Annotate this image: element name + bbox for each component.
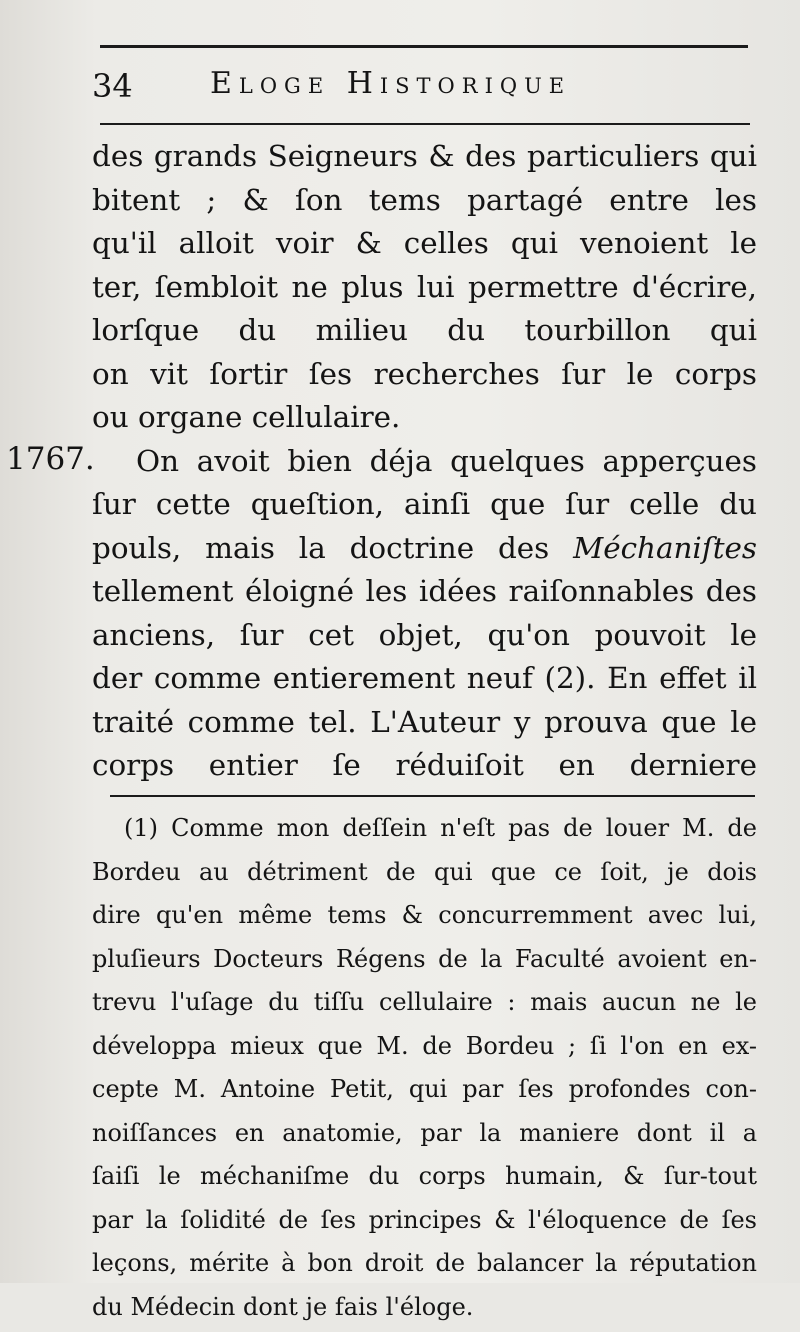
footnote-line: leçons, mérite à bon droit de balancer la réputation [92, 1245, 757, 1289]
footnote-line: noiſſances en anatomie, par la maniere dont il a [92, 1115, 757, 1159]
footnote-line: Bordeu au détriment de qui que ce ſoit, je dois [92, 854, 757, 898]
text-line: On avoit bien déja quelques apperçues [92, 440, 757, 484]
footnote-line: cepte M. Antoine Petit, qui par ſes profondes con- [92, 1071, 757, 1115]
footnote-line: par la ſolidité de ſes principes & l'éloquence de ſes [92, 1202, 757, 1246]
text-line: anciens, ſur cet objet, qu'on pouvoit le [92, 614, 757, 658]
text-line: traité comme tel. L'Auteur y prouva que le [92, 701, 757, 745]
footnote-line: dire qu'en même tems & concurremment avec lui, [92, 897, 757, 941]
text-segment: pouls, mais la doctrine des [92, 531, 549, 565]
text-line: ou organe cellulaire. [92, 396, 757, 440]
text-line: der comme entierement neuf (2). En effet il [92, 657, 757, 701]
text-line: corps entier ſe réduiſoit en derniere [92, 744, 757, 788]
footnote-line: développa mieux que M. de Bordeu ; ſi l'on en ex- [92, 1028, 757, 1072]
footnote-line: (1) Comme mon deſſein n'eſt pas de louer M. de [92, 810, 757, 854]
top-rule [100, 45, 748, 48]
text-line [92, 527, 757, 571]
text-line: on vit ſortir ſes recherches ſur le corps [92, 353, 757, 397]
text-line: ſur cette queſtion, ainſi que ſur celle du [92, 483, 757, 527]
footnote-line: pluſieurs Docteurs Régens de la Faculté avoient en- [92, 941, 757, 985]
margin-date: 1767. [6, 438, 95, 482]
footnote [92, 810, 757, 1332]
text-line: ter, ſembloit ne plus lui permettre d'écrire, [92, 266, 757, 310]
footnote-line: trevu l'uſage du tiſſu cellulaire : mais aucun ne le [92, 984, 757, 1028]
text-line: qu'il alloit voir & celles qui venoient le [92, 222, 757, 266]
footnote-line: ſaiſi le méchaniſme du corps humain, & ſur-tout [92, 1158, 757, 1202]
running-title: Eloge Historique [210, 64, 571, 104]
main-text [92, 135, 757, 788]
text-line: lorſque du milieu du tourbillon qui [92, 309, 757, 353]
text-line: tellement éloigné les idées raiſonnables des [92, 570, 757, 614]
italic-term: Méchaniſtes [573, 531, 757, 565]
footnote-rule [110, 795, 755, 797]
page-number: 34 [92, 66, 133, 106]
header-rule [100, 123, 750, 125]
text-line: bitent ; & ſon tems partagé entre les [92, 179, 757, 223]
text-line: des grands Seigneurs & des particuliers qui [92, 135, 757, 179]
footnote-line: du Médecin dont je fais l'éloge. [92, 1289, 757, 1332]
